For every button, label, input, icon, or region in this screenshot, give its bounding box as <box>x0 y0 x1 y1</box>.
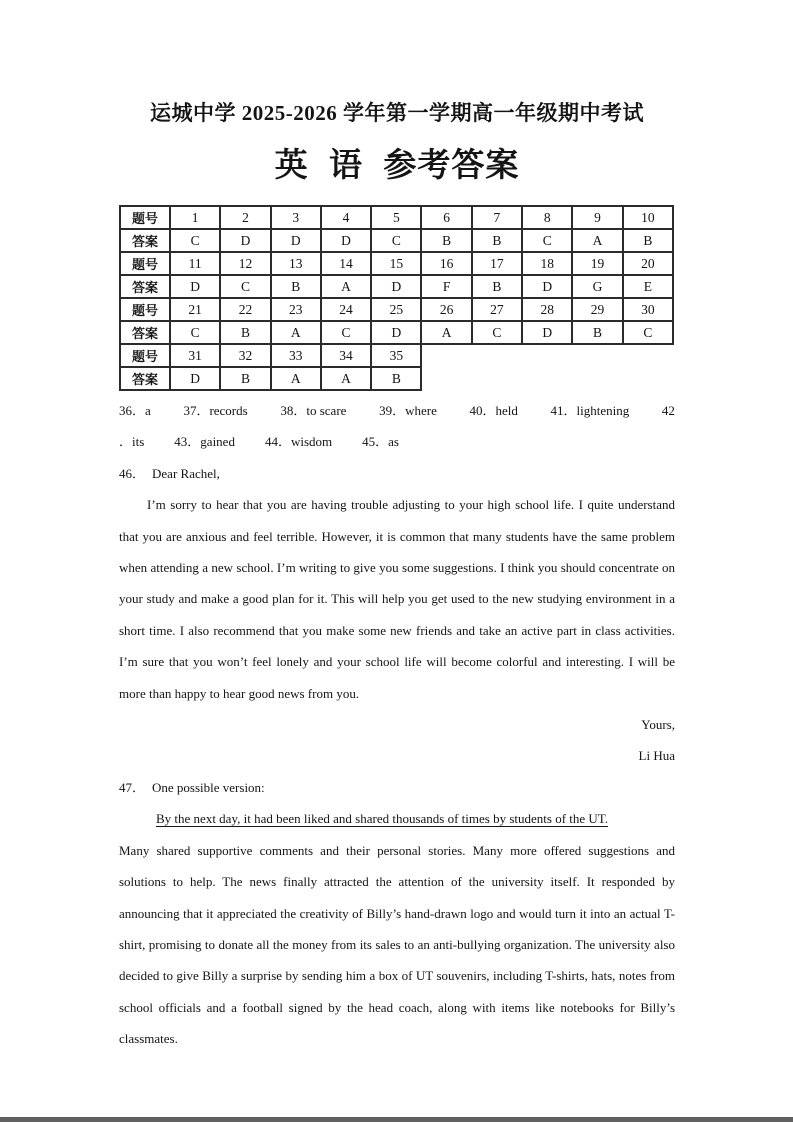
answer-cell: B <box>572 321 622 344</box>
answer-cell: 35 <box>371 344 421 367</box>
table-row <box>120 367 673 390</box>
answer-cell: 10 <box>623 206 673 229</box>
table-row <box>120 344 673 367</box>
answer-cell: 34 <box>321 344 371 367</box>
answer-cell: 29 <box>572 298 622 321</box>
answer-cell: A <box>572 229 622 252</box>
answer-cell: 6 <box>421 206 471 229</box>
document-content <box>119 0 675 1055</box>
letter-body: I’m sorry to hear that you are having trouble adjusting to your high school life. I quite understand that you are anxious and feel terrible. However, it is common that many students have the same problem when attending a new school. I’m writing to give you some suggestions. I think you should concentrate on your study and make a good plan for it. This will help you get used to the new studying environment in a short time. I also recommend that you make some new friends and take an active part in class activities. I’m sure that you won’t feel lonely and your school life will become colorful and interesting. I will be more than happy to hear good news from you. <box>119 497 675 701</box>
underlined-sentence: By the next day, it had been liked and shared thousands of times by students of the UT. <box>156 811 609 827</box>
answer-cell: B <box>271 275 321 298</box>
row-label: 答案 <box>120 275 170 298</box>
fill-in-item: 37．records <box>183 403 248 418</box>
answer-cell: 12 <box>220 252 270 275</box>
table-row <box>120 252 673 275</box>
fill-in-item: 40．held <box>469 403 518 418</box>
answer-cell: D <box>321 229 371 252</box>
answer-cell: C <box>220 275 270 298</box>
row-label: 题号 <box>120 206 170 229</box>
answer-cell: A <box>321 367 371 390</box>
page-bottom-edge <box>0 1117 793 1122</box>
answer-cell: D <box>170 275 220 298</box>
answer-cell: 33 <box>271 344 321 367</box>
fill-in-item: 42 <box>661 403 675 418</box>
fill-in-line <box>119 395 675 426</box>
section-heading-label: One possible version: <box>152 779 265 795</box>
fill-in-item: 39．where <box>379 403 437 418</box>
fill-in-item: 38．to scare <box>280 403 347 418</box>
fill-in-line <box>119 426 675 457</box>
answer-cell: 21 <box>170 298 220 321</box>
answer-cell: B <box>623 229 673 252</box>
answer-cell: 5 <box>371 206 421 229</box>
answer-cell: 28 <box>522 298 572 321</box>
row-label: 题号 <box>120 344 170 367</box>
fill-in-item: 45．as <box>362 434 399 450</box>
answer-cell: 9 <box>572 206 622 229</box>
passage-body: Many shared supportive comments and their personal stories. Many more offered suggestions and solutions to help. The news finally attracted the attention of the university itself. It responded by announcing that it appreciated the creativity of Billy’s hand-drawn logo and would turn it into an actual T-shirt, promising to donate all the money from its sales to an anti-bullying organization. The university also decided to give Billy a surprise by sending him a box of UT souvenirs, including T-shirts, hats, notes from school officials and a football signed by the head coach, along with items like notebooks for Billy’s classmates. <box>119 842 675 1047</box>
answer-cell: D <box>271 229 321 252</box>
row-label: 答案 <box>120 367 170 390</box>
answer-cell: 1 <box>170 206 220 229</box>
fill-in-item: ．its <box>119 434 145 450</box>
fill-in-item: 41．lightening <box>550 403 630 418</box>
answer-cell: A <box>271 321 321 344</box>
answer-cell: C <box>472 321 522 344</box>
answer-cell: B <box>472 229 522 252</box>
letter-heading <box>119 458 675 489</box>
answer-cell: C <box>170 229 220 252</box>
fill-in-item: 36．a <box>119 403 151 418</box>
answer-cell: D <box>522 321 572 344</box>
answer-cell: 20 <box>623 252 673 275</box>
answer-cell: F <box>421 275 471 298</box>
answer-cell: 17 <box>472 252 522 275</box>
answer-cell: 2 <box>220 206 270 229</box>
writing-answer-47 <box>119 772 675 1055</box>
answer-cell: 24 <box>321 298 371 321</box>
row-label: 题号 <box>120 252 170 275</box>
question-number: 46． <box>119 465 146 481</box>
answer-cell: 25 <box>371 298 421 321</box>
answer-cell: D <box>371 275 421 298</box>
answer-cell: 31 <box>170 344 220 367</box>
answer-cell: 22 <box>220 298 270 321</box>
answer-cell: C <box>522 229 572 252</box>
question-number: 47． <box>119 779 146 795</box>
answer-cell: C <box>623 321 673 344</box>
answer-cell: A <box>271 367 321 390</box>
answer-cell: C <box>321 321 371 344</box>
answer-cell: 7 <box>472 206 522 229</box>
section-heading <box>119 772 675 803</box>
row-label: 答案 <box>120 229 170 252</box>
answer-cell: 4 <box>321 206 371 229</box>
answer-cell: 11 <box>170 252 220 275</box>
answer-cell: G <box>572 275 622 298</box>
answer-cell: 3 <box>271 206 321 229</box>
table-row <box>120 298 673 321</box>
answer-cell: D <box>170 367 220 390</box>
fill-in-item: 43．gained <box>174 434 235 450</box>
table-row <box>120 321 673 344</box>
answer-cell: D <box>371 321 421 344</box>
answer-cell: 13 <box>271 252 321 275</box>
answer-cell: 23 <box>271 298 321 321</box>
answer-cell: A <box>421 321 471 344</box>
answer-cell: B <box>421 229 471 252</box>
answer-cell: 18 <box>522 252 572 275</box>
answer-cell: C <box>170 321 220 344</box>
letter-closing: Yours, <box>641 717 675 733</box>
answer-cell: D <box>522 275 572 298</box>
writing-answer-46 <box>119 458 675 772</box>
answer-cell: 26 <box>421 298 471 321</box>
answer-cell: 27 <box>472 298 522 321</box>
answer-cell: 19 <box>572 252 622 275</box>
table-row <box>120 229 673 252</box>
answer-cell: D <box>220 229 270 252</box>
answer-cell: E <box>623 275 673 298</box>
answer-cell: 16 <box>421 252 471 275</box>
row-label: 题号 <box>120 298 170 321</box>
page-subtitle: 英 语 参考答案 <box>274 146 520 183</box>
answer-cell: A <box>321 275 371 298</box>
answer-cell: 32 <box>220 344 270 367</box>
letter-signature: Li Hua <box>638 748 675 764</box>
row-label: 答案 <box>120 321 170 344</box>
answer-cell: B <box>472 275 522 298</box>
letter-salutation: Dear Rachel, <box>152 465 220 481</box>
table-row <box>120 206 673 229</box>
answer-cell: 8 <box>522 206 572 229</box>
table-row <box>120 275 673 298</box>
answer-cell: B <box>220 321 270 344</box>
fill-in-item: 44．wisdom <box>264 434 333 450</box>
answer-cell: 15 <box>371 252 421 275</box>
page-title: 运城中学 2025-2026 学年第一学期高一年级期中考试 <box>150 101 644 125</box>
fill-in-answers <box>119 395 675 458</box>
answer-cell: 30 <box>623 298 673 321</box>
answer-cell: 14 <box>321 252 371 275</box>
answer-table <box>119 205 674 391</box>
answer-cell: C <box>371 229 421 252</box>
answer-cell: B <box>371 367 421 390</box>
answer-cell: B <box>220 367 270 390</box>
